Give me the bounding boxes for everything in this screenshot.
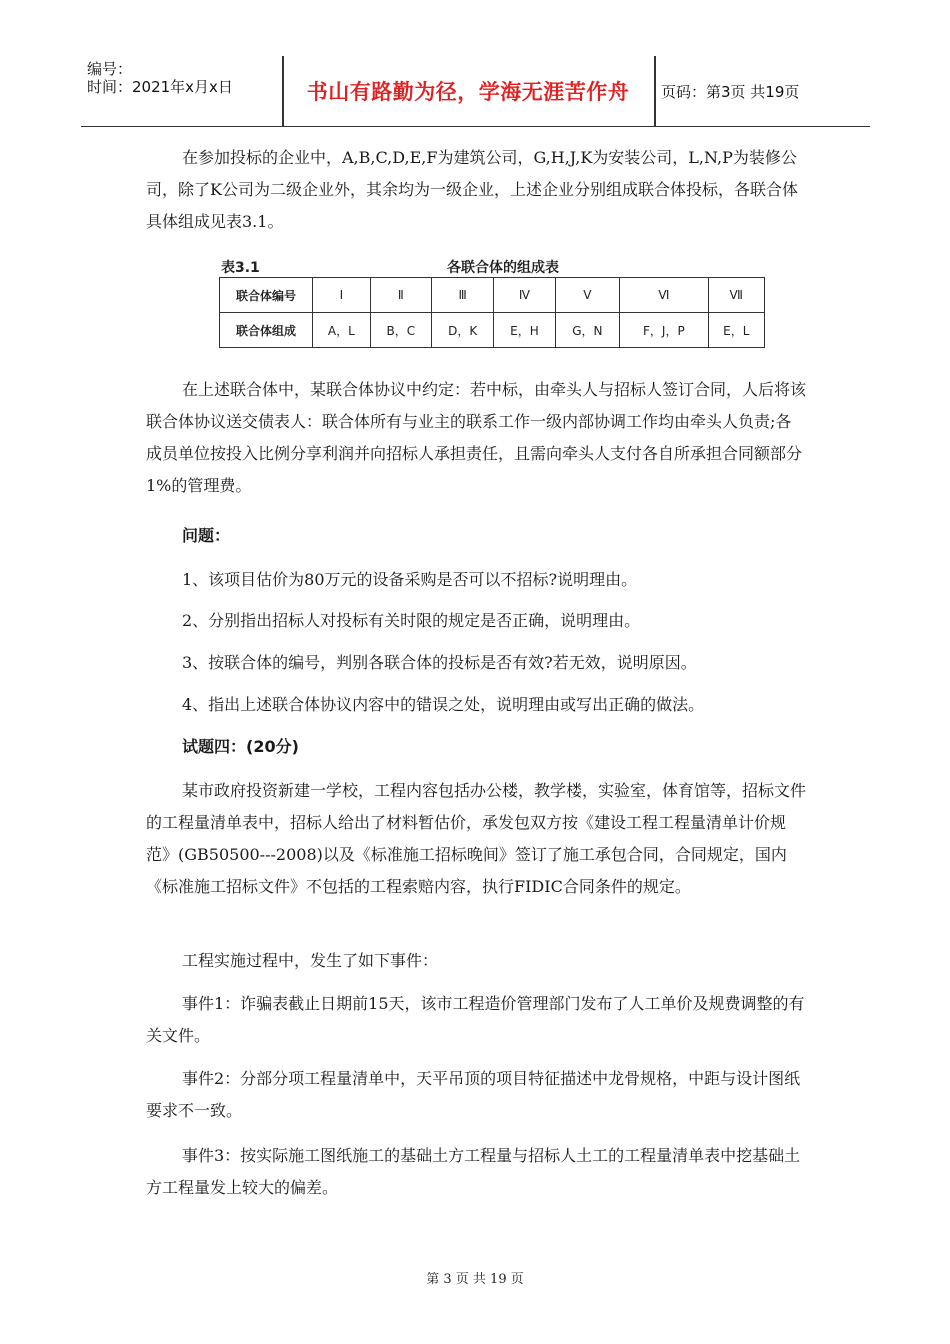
questions-heading: 问题：: [182, 526, 231, 545]
consortium-table: [217, 255, 767, 353]
header-date: 时间：2021年x月x日: [87, 78, 233, 96]
table-cell: Ⅱ: [370, 278, 431, 313]
event-3: 事件3：按实际施工图纸施工的基础土方工程量与招标人土工的工程量清单表中挖基础土方工程量发上较大的偏差。: [146, 1146, 801, 1197]
page-header: [81, 56, 870, 127]
table-cell: Ⅵ: [620, 278, 708, 313]
question-1: 1、该项目估价为80万元的设备采购是否可以不招标?说明理由。: [182, 570, 638, 589]
header-page-number: 页码：第3页 共19页: [661, 82, 800, 101]
table-cell: E，H: [494, 313, 555, 348]
table-title: 各联合体的组成表: [447, 260, 559, 276]
table-cell: I: [313, 278, 371, 313]
paragraph-events-intro: 工程实施过程中，发生了如下事件：: [182, 951, 439, 970]
section-heading: 试题四：(20分): [182, 737, 299, 756]
table-cell: B，C: [370, 313, 431, 348]
table-row: [220, 313, 765, 348]
event-1: 事件1：诈骗表截止日期前15天，该市工程造价管理部门发布了人工单价及规费调整的有关文件。: [146, 994, 805, 1045]
table-cell: G，N: [555, 313, 620, 348]
paragraph-agreement: 在上述联合体中，某联合体协议中约定：若中标，由牵头人与招标人签订合同，人后将该联合体协议送交债表人：联合体所有与业主的联系工作一级内部协调工作均由牵头人负责;各成员单位按投入比例分享利润并向招标人承担责任，且需向牵头人支付各自所承担合同额部分1%的管理费。: [146, 380, 807, 495]
header-number: 编号：: [87, 60, 133, 78]
consortium-grid: [219, 277, 765, 348]
header-meta: [87, 60, 282, 126]
header-motto: 书山有路勤为径，学海无涯苦作舟: [306, 80, 630, 104]
question-3: 3、按联合体的编号，判别各联合体的投标是否有效?若无效，说明原因。: [182, 653, 697, 672]
paragraph-project: 某市政府投资新建一学校，工程内容包括办公楼，教学楼，实验室，体育馆等，招标文件的工程量清单表中，招标人给出了材料暂估价，承发包双方按《建设工程工程量清单计价规范》(GB50500---2008)以及《标准施工招标晚间》签订了施工承包合同，合同规定，国内《标准施工招标文件》不包括的工程索赔内容，执行FIDIC合同条件的规定。: [146, 781, 807, 896]
table-cell: Ⅲ: [431, 278, 493, 313]
question-2: 2、分别指出招标人对投标有关时限的规定是否正确，说明理由。: [182, 611, 641, 630]
table-cell: Ⅶ: [708, 278, 764, 313]
question-4: 4、指出上述联合体协议内容中的错误之处，说明理由或写出正确的做法。: [182, 695, 705, 714]
row-label: 联合体组成: [220, 313, 313, 348]
header-divider: [654, 56, 656, 126]
table-cell: Ⅴ: [555, 278, 620, 313]
table-caption: [217, 255, 767, 277]
table-number: 表3.1: [221, 260, 260, 276]
table-row: [220, 278, 765, 313]
table-cell: Ⅳ: [494, 278, 555, 313]
table-cell: A，L: [313, 313, 371, 348]
table-cell: E，L: [708, 313, 764, 348]
event-2: 事件2：分部分项工程量清单中，天平吊顶的项目特征描述中龙骨规格，中距与设计图纸要求不一致。: [146, 1069, 801, 1120]
paragraph-bidders: 在参加投标的企业中，A,B,C,D,E,F为建筑公司，G,H,J,K为安装公司，L,N,P为装修公司，除了K公司为二级企业外，其余均为一级企业，上述企业分别组成联合体投标，各联合体具体组成见表3.1。: [146, 148, 798, 231]
row-label: 联合体编号: [220, 278, 313, 313]
table-cell: D，K: [431, 313, 493, 348]
table-cell: F，J，P: [620, 313, 708, 348]
page-footer: 第 3 页 共 19 页: [426, 1272, 524, 1287]
